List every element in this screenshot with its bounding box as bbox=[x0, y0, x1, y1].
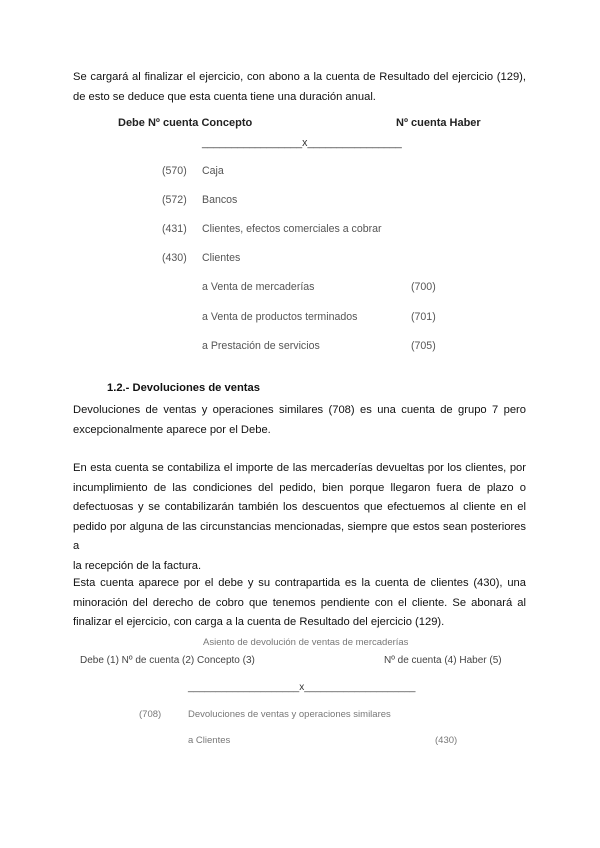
table2-header-right: Nº de cuenta (4) Haber (5) bbox=[384, 655, 502, 666]
credit-account-700: (700) bbox=[411, 281, 436, 293]
credit-account-701: (701) bbox=[411, 311, 436, 323]
paragraph-2-line: la recepción de la factura. bbox=[73, 559, 202, 572]
paragraph-2-line: incumplimiento de las condiciones del pedido, bien porque llegaron fuera de plazo o bbox=[73, 481, 526, 494]
debit-concept-devoluciones: Devoluciones de ventas y operaciones similares bbox=[188, 709, 391, 720]
paragraph-2-line: En esta cuenta se contabiliza el importe de las mercaderías devueltas por los clientes, por bbox=[73, 462, 526, 474]
debit-account-572: (572) bbox=[162, 194, 187, 206]
debit-concept-caja: Caja bbox=[202, 165, 224, 177]
table-header-right: Nº cuenta Haber bbox=[396, 117, 481, 129]
credit-account-705: (705) bbox=[411, 340, 436, 352]
debit-concept-clientes: Clientes bbox=[202, 252, 241, 264]
table2-header-left: Debe (1) Nº de cuenta (2) Concepto (3) bbox=[80, 655, 255, 666]
credit-concept-mercaderias: a Venta de mercaderías bbox=[202, 281, 315, 293]
intro-line-1: Se cargará al finalizar el ejercicio, con abono a la cuenta de Resultado del ejercicio (129), bbox=[73, 71, 526, 83]
paragraph-2-line: defectuosas y se contabilizarán también los descuentos que efectuemos al cliente en el bbox=[73, 501, 526, 514]
paragraph-3-line: finalizar el ejercicio, con carga a la cuenta de Resultado del ejercicio (129). bbox=[73, 616, 445, 629]
paragraph-1-line: Devoluciones de ventas y operaciones similares (708) es una cuenta de grupo 7 pero bbox=[73, 404, 526, 416]
debit-account-431: (431) bbox=[162, 223, 187, 235]
paragraph-1 bbox=[73, 401, 526, 440]
paragraph-2 bbox=[73, 459, 526, 577]
section-heading: 1.2.- Devoluciones de ventas bbox=[107, 382, 260, 394]
intro-paragraph bbox=[73, 68, 526, 107]
credit-account-430: (430) bbox=[435, 735, 458, 746]
debit-account-430: (430) bbox=[162, 252, 187, 264]
paragraph-1-line: excepcionalmente aparece por el Debe. bbox=[73, 423, 271, 436]
debit-account-570: (570) bbox=[162, 165, 187, 177]
table2-separator: ____________________x____________________ bbox=[188, 682, 416, 693]
table-caption: Asiento de devolución de ventas de mercaderías bbox=[203, 637, 409, 648]
paragraph-2-line: pedido por alguna de las circunstancias mencionadas, siempre que estos sean posteriores a bbox=[73, 520, 526, 553]
paragraph-3-line: Esta cuenta aparece por el debe y su contrapartida es la cuenta de clientes (430), una bbox=[73, 577, 526, 589]
paragraph-3 bbox=[73, 574, 526, 633]
credit-concept-servicios: a Prestación de servicios bbox=[202, 340, 320, 352]
debit-concept-efectos: Clientes, efectos comerciales a cobrar bbox=[202, 223, 382, 235]
credit-concept-productos: a Venta de productos terminados bbox=[202, 311, 358, 323]
table-header-left: Debe Nº cuenta Concepto bbox=[118, 117, 253, 129]
paragraph-3-line: minoración del derecho de cobro que tenemos pendiente con el cliente. Se abonará al bbox=[73, 596, 526, 609]
credit-concept-clientes: a Clientes bbox=[188, 735, 231, 746]
intro-line-2: de esto se deduce que esta cuenta tiene una duración anual. bbox=[73, 90, 376, 103]
debit-account-708: (708) bbox=[139, 709, 162, 720]
debit-concept-bancos: Bancos bbox=[202, 194, 238, 206]
table-separator: _________________x________________ bbox=[202, 137, 402, 149]
